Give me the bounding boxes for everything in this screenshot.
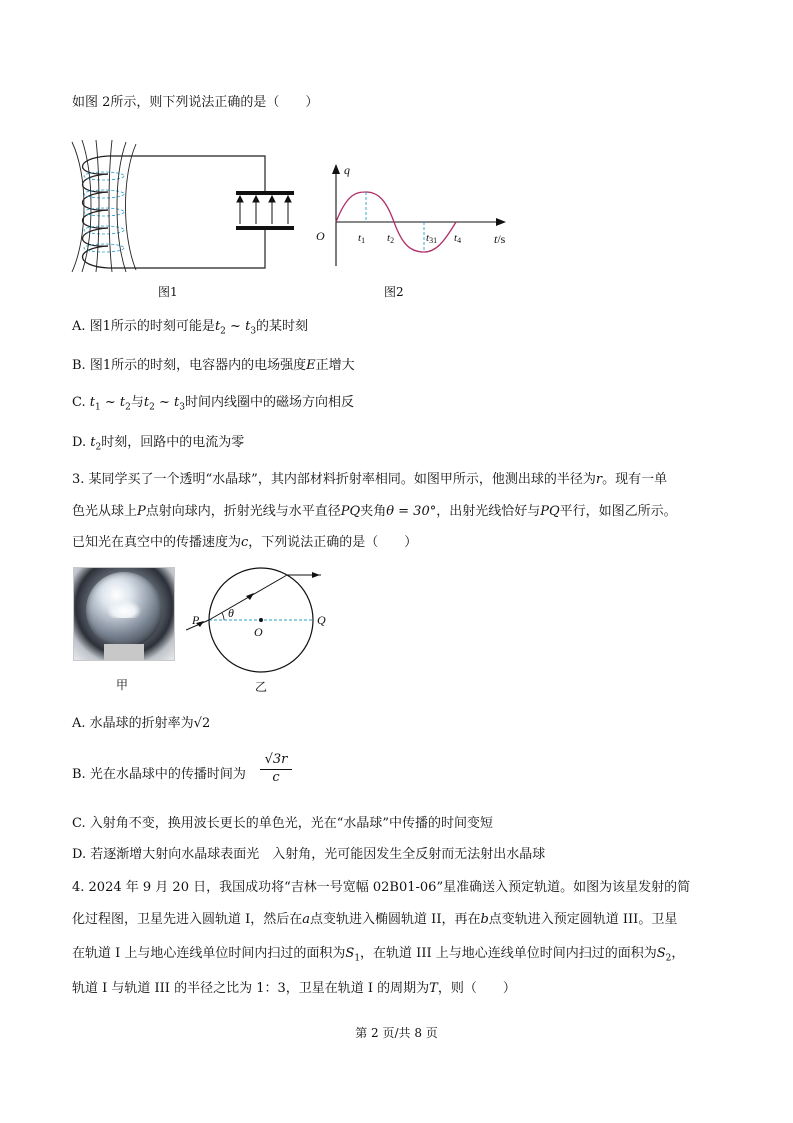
q2-option-b: B. 图1所示的时刻，电容器内的电场强度E正增大 xyxy=(72,358,355,373)
crystal-ball-photo xyxy=(73,567,175,661)
origin-label: O xyxy=(316,229,325,243)
q3-option-b: B. 光在水晶球中的传播时间为 xyxy=(72,767,246,782)
page-number-footer: 第 2 页/共 8 页 xyxy=(355,1026,438,1040)
q4-stem-line2: 化过程图，卫星先进入圆轨道 I，然后在a点变轨进入椭圆轨道 II，再在b点变轨进入预定圆轨道 III。卫星 xyxy=(72,912,678,927)
q3-option-a: A. 水晶球的折射率为√2 xyxy=(72,716,211,731)
label-o: O xyxy=(254,625,263,639)
label-p: P xyxy=(192,613,200,627)
q2-stem: 如图 2所示，则下列说法正确的是（ ） xyxy=(72,95,319,110)
crystal-ball-ray-diagram xyxy=(186,566,336,674)
q3-stem-line2: 色光从球上P点射向球内，折射光线与水平直径PQ夹角θ = 30°，出射光线恰好与PQ平行，如图乙所示。 xyxy=(72,504,677,519)
circuit-wire-bottom xyxy=(108,230,265,268)
circuit-wire xyxy=(108,156,265,194)
figure-1-caption: 图1 xyxy=(158,285,178,299)
capacitor-field-arrows xyxy=(237,196,291,224)
q3-option-c: C. 入射角不变，换用波长更长的单色光，光在“水晶球”中传播的时间变短 xyxy=(72,816,494,831)
q-axis-arrow xyxy=(332,164,340,174)
t-axis-label: t/s xyxy=(494,232,506,246)
label-theta: θ xyxy=(228,606,234,620)
figure-1-lc-circuit xyxy=(66,136,306,276)
label-q: Q xyxy=(317,613,326,627)
q4-stem-line1: 4. 2024 年 9 月 20 日，我国成功将“吉林一号宽幅 02B01-06”星准确送入预定轨道。如图为该星发射的简 xyxy=(72,880,691,895)
q2-option-a: A. 图1所示的时刻可能是$t_2$ ~ $t_3$的某时刻 xyxy=(72,319,309,337)
q4-stem-line4: 轨道 I 与轨道 III 的半径之比为 1：3，卫星在轨道 I 的周期为T，则（ ） xyxy=(72,981,516,996)
figure-2-qt-graph xyxy=(312,158,522,273)
q-label: q xyxy=(344,163,350,177)
caption-yi: 乙 xyxy=(255,680,268,694)
t2-label: t2 xyxy=(387,232,395,245)
center-dot xyxy=(259,618,263,622)
q2-option-c: C. $t_1$ ~ $t_2$与$t_2$ ~ $t_3$时间内线圈中的磁场方向相反 xyxy=(72,395,354,413)
q3-stem-line3: 已知光在真空中的传播速度为c，下列说法正确的是（ ） xyxy=(72,535,418,550)
t1-label: t1 xyxy=(358,232,366,245)
q3-option-b-fraction: √3r c xyxy=(260,752,292,786)
q3-stem-line1: 3. 某同学买了一个透明“水晶球”，其内部材料折射率相同。如图甲所示，他测出球的半径为r。现有一单 xyxy=(72,472,668,487)
capacitor-plate-top xyxy=(236,191,294,195)
capacitor-plate-bottom xyxy=(236,226,294,230)
q4-stem-line3: 在轨道 I 上与地心连线单位时间内扫过的面积为$S_1$，在轨道 III 上与地心连线单位时间内扫过的面积为$S_2$， xyxy=(72,946,685,964)
caption-jia: 甲 xyxy=(116,678,129,692)
t4-label: t4 xyxy=(454,232,462,245)
inductor-coil xyxy=(83,156,109,268)
exit-arrow xyxy=(312,572,320,578)
q2-option-d: D. $t_2$时刻，回路中的电流为零 xyxy=(72,435,245,453)
t-axis-arrow xyxy=(496,218,506,226)
refracted-arrow xyxy=(246,593,254,600)
t3-label: t31 xyxy=(426,232,438,245)
q3-option-d: D. 若逐渐增大射向水晶球表面光 入射角，光可能因发生全反射而无法射出水晶球 xyxy=(72,847,546,862)
theta-arc xyxy=(222,613,224,620)
figure-2-caption: 图2 xyxy=(384,285,404,299)
